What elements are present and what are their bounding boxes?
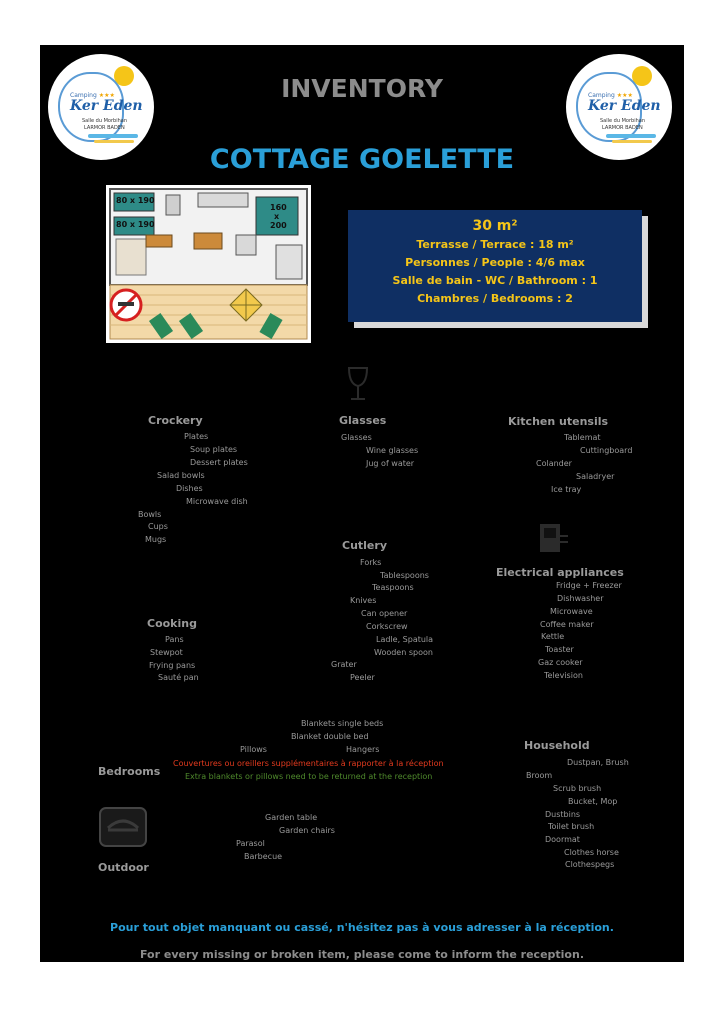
list-item: Cups — [148, 522, 168, 531]
list-item: Teaspoons — [372, 583, 414, 592]
list-item: Glasses — [341, 433, 372, 442]
list-item: Microwave — [550, 607, 593, 616]
list-item: Scrub brush — [553, 784, 602, 793]
appliance-icon — [538, 522, 570, 554]
list-item: Pans — [165, 635, 184, 644]
outdoor-heading: Outdoor — [98, 861, 149, 874]
list-item: Microwave dish — [186, 497, 248, 506]
list-item: Gaz cooker — [538, 658, 583, 667]
list-item: Frying pans — [149, 661, 196, 670]
list-item: Wooden spoon — [374, 648, 433, 657]
list-item: Mugs — [145, 535, 167, 544]
wave-icon — [94, 140, 134, 143]
list-item: Broom — [526, 771, 553, 780]
list-item: Doormat — [545, 835, 580, 844]
extra-bedding-note-en: Extra blankets or pillows need to be returned at the reception — [185, 772, 433, 781]
list-item: Can opener — [361, 609, 408, 618]
wave-icon — [612, 140, 652, 143]
list-item: Dishwasher — [557, 594, 604, 603]
list-item: Toilet brush — [548, 822, 595, 831]
footer-note-en: For every missing or broken item, please come to inform the reception. — [139, 948, 584, 961]
kitchen-utensils-heading: Kitchen utensils — [508, 415, 609, 428]
list-item: Salad bowls — [157, 471, 205, 480]
list-item: Garden chairs — [279, 826, 335, 835]
list-item: Ladle, Spatula — [376, 635, 434, 644]
bed-size-label: 80 x 190 — [116, 196, 155, 205]
list-item: Plates — [184, 432, 209, 441]
cottage-name: COTTAGE GOELETTE — [209, 144, 515, 175]
logo-line2: LARMOR BADEN — [84, 125, 125, 131]
crockery-heading: Crockery — [148, 414, 203, 427]
list-item: Colander — [536, 459, 572, 468]
list-item: Saladryer — [576, 472, 615, 481]
list-item: Dessert plates — [190, 458, 248, 467]
bed-size-label: 80 x 190 — [116, 220, 155, 229]
logo-line2: LARMOR BADEN — [602, 125, 643, 131]
cutlery-heading: Cutlery — [342, 539, 387, 552]
double-bed-x: x — [274, 212, 280, 221]
list-item: Hangers — [346, 745, 380, 754]
list-item: Parasol — [236, 839, 265, 848]
wine-glass-icon — [345, 366, 371, 402]
household-heading: Household — [524, 739, 590, 752]
list-item: Tablespoons — [380, 571, 429, 580]
list-item: Soup plates — [190, 445, 238, 454]
list-item: Toaster — [545, 645, 574, 654]
cottage-info-box — [348, 210, 642, 322]
list-item: Blanket double bed — [291, 732, 369, 741]
footer-note-fr: Pour tout objet manquant ou cassé, n'hésitez pas à vous adresser à la réception. — [110, 921, 614, 934]
logo-camping: Camping — [70, 92, 97, 99]
list-item: Garden table — [265, 813, 318, 822]
list-item: Television — [544, 671, 583, 680]
terrace-info: Terrasse / Terrace : 18 m² — [416, 238, 574, 251]
cooking-heading: Cooking — [147, 617, 197, 630]
logo-name: Ker Eden — [588, 98, 661, 114]
list-item: Barbecue — [244, 852, 283, 861]
list-item: Sauté pan — [158, 673, 199, 682]
bathroom-info: Salle de bain - WC / Bathroom : 1 — [392, 274, 598, 287]
wave-icon — [88, 134, 138, 138]
people-info: Personnes / People : 4/6 max — [405, 256, 585, 269]
list-item: Forks — [360, 558, 382, 567]
logo-name: Ker Eden — [70, 98, 143, 114]
logo-line1: Salle du Morbihan — [600, 118, 646, 124]
list-item: Coffee maker — [540, 620, 594, 629]
logo-stars: ★★★ — [98, 92, 115, 99]
list-item: Kettle — [541, 632, 565, 641]
list-item: Wine glasses — [366, 446, 419, 455]
list-item: Clothespegs — [565, 860, 615, 869]
cottage-size: 30 m² — [472, 218, 518, 234]
bedrooms-heading: Bedrooms — [98, 765, 161, 778]
page-title: INVENTORY — [281, 74, 443, 103]
list-item: Knives — [350, 596, 377, 605]
barbecue-icon — [98, 806, 148, 848]
floor-plan — [106, 185, 311, 343]
bedrooms-info: Chambres / Bedrooms : 2 — [417, 292, 573, 305]
double-bed-width: 160 — [270, 203, 287, 212]
list-item: Blankets single beds — [301, 719, 384, 728]
list-item: Bucket, Mop — [568, 797, 618, 806]
list-item: Clothes horse — [564, 848, 619, 857]
double-bed-length: 200 — [270, 221, 287, 230]
list-item: Bowls — [138, 510, 162, 519]
list-item: Ice tray — [551, 485, 582, 494]
list-item: Stewpot — [150, 648, 183, 657]
list-item: Jug of water — [366, 459, 415, 468]
list-item: Dishes — [176, 484, 203, 493]
list-item: Dustpan, Brush — [567, 758, 629, 767]
logo-camping: Camping — [588, 92, 615, 99]
list-item: Peeler — [350, 673, 375, 682]
list-item: Dustbins — [545, 810, 581, 819]
list-item: Grater — [331, 660, 357, 669]
logo-stars: ★★★ — [616, 92, 633, 99]
list-item: Tablemat — [564, 433, 601, 442]
wave-icon — [606, 134, 656, 138]
logo-line1: Salle du Morbihan — [82, 118, 128, 124]
glasses-heading: Glasses — [339, 414, 387, 427]
list-item: Pillows — [240, 745, 267, 754]
extra-bedding-note-fr: Couvertures ou oreillers supplémentaires à rapporter à la réception — [173, 759, 444, 768]
list-item: Fridge + Freezer — [556, 581, 622, 590]
list-item: Cuttingboard — [580, 446, 633, 455]
list-item: Corkscrew — [366, 622, 408, 631]
electrical-appliances-heading: Electrical appliances — [496, 566, 624, 579]
